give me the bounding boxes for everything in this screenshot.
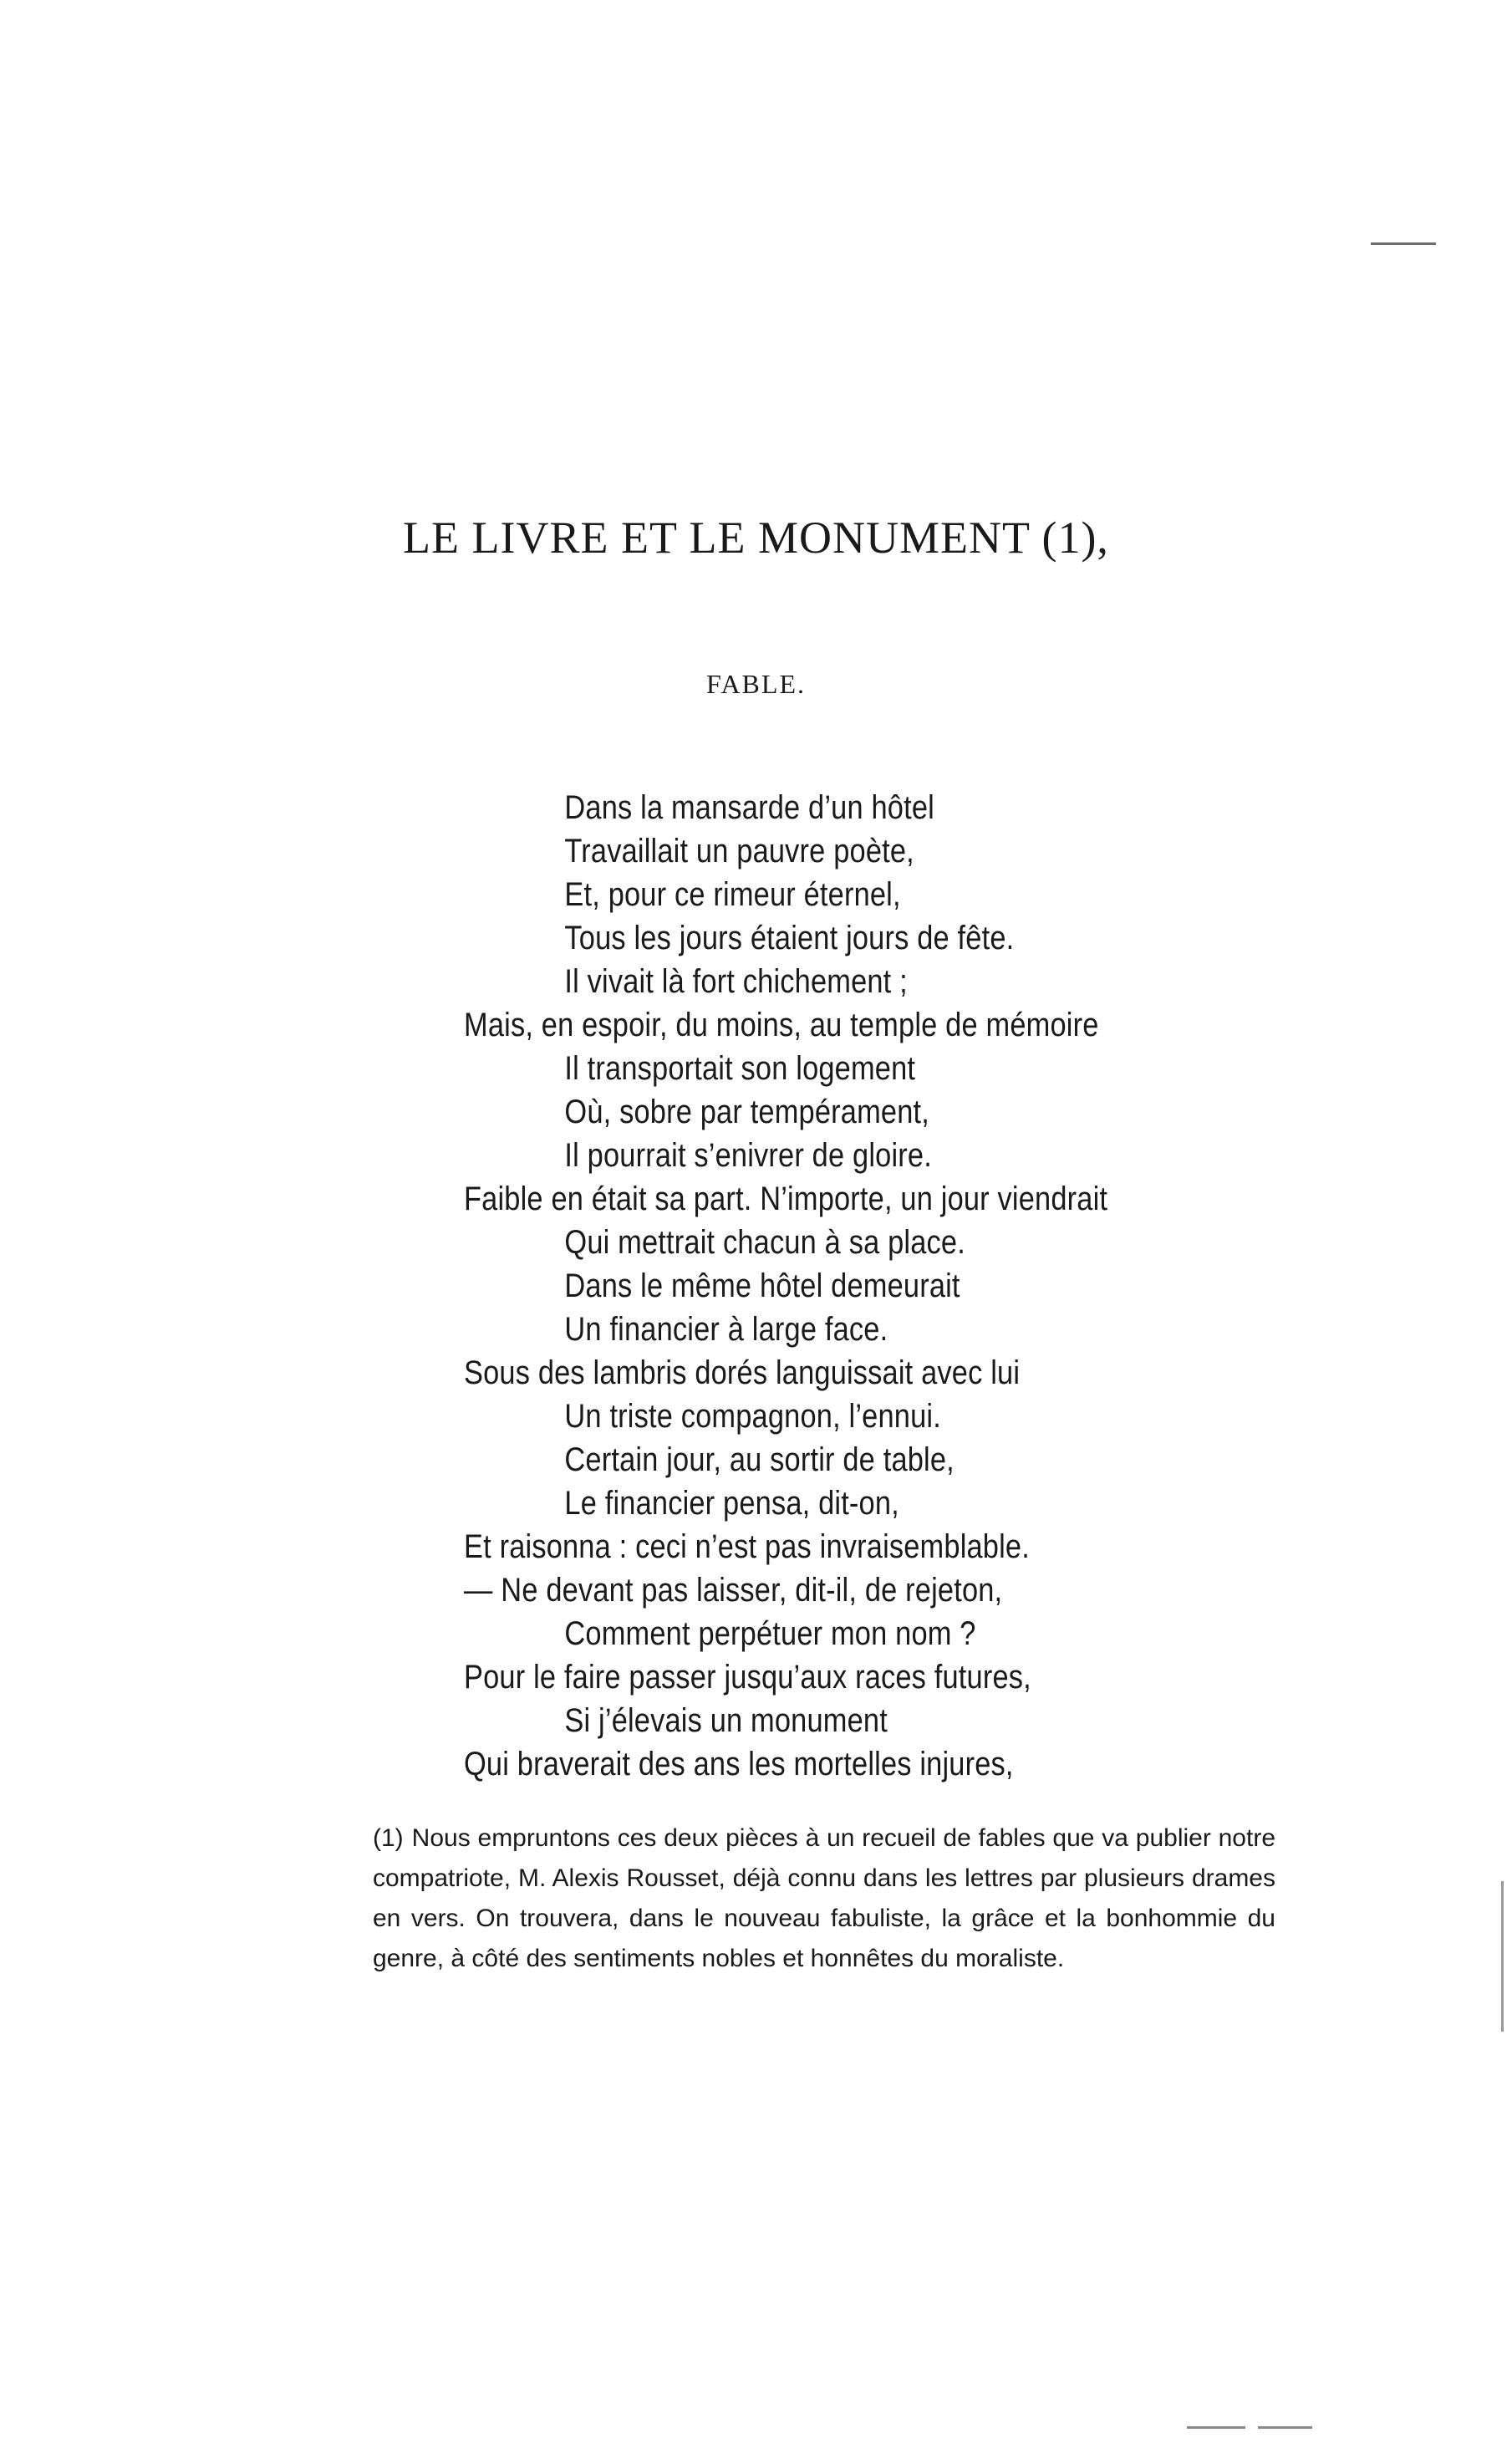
poem-line: Qui braverait des ans les mortelles injures,	[464, 1746, 1014, 1782]
poem-line: Certain jour, au sortir de table,	[564, 1441, 955, 1478]
poem-line: Il pourrait s’enivrer de gloire.	[564, 1137, 932, 1174]
poem-line: Dans la mansarde d’un hôtel	[564, 789, 934, 826]
poem-line: Un financier à large face.	[564, 1311, 888, 1348]
footnote	[373, 1818, 1275, 1979]
footnote-text: Nous empruntons ces deux pièces à un recueil de fables que va publier notre compatriote, M. Alexis Rousset, déjà connu dans les lettres par plusieurs drames en vers. On trouvera, dans le nouveau fabuliste, la grâce et la bonhommie du genre, à côté des sentiments nobles et honnêtes du moraliste.	[373, 1824, 1275, 1972]
poem-line: Où, sobre par tempérament,	[564, 1094, 929, 1130]
poem-line: — Ne devant pas laisser, dit-il, de rejeton,	[464, 1572, 1003, 1609]
poem-line: Et raisonna : ceci n’est pas invraisemblable.	[464, 1528, 1030, 1565]
poem-line: Un triste compagnon, l’ennui.	[564, 1398, 941, 1435]
poem-line: Si j’élevais un monument	[564, 1702, 888, 1739]
poem-line: Sous des lambris dorés languissait avec lui	[464, 1354, 1021, 1391]
page-title: LE LIVRE ET LE MONUMENT (1),	[403, 513, 1109, 563]
poem-line: Dans le même hôtel demeurait	[564, 1267, 960, 1304]
poem-line: Mais, en espoir, du moins, au temple de mémoire	[464, 1007, 1099, 1043]
bottom-rule	[1258, 2426, 1312, 2429]
poem	[464, 786, 1341, 1786]
poem-line: Il transportait son logement	[564, 1050, 916, 1087]
poem-line: Qui mettrait chacun à sa place.	[564, 1224, 965, 1261]
poem-line: Tous les jours étaient jours de fête.	[564, 920, 1015, 956]
poem-line: Pour le faire passer jusqu’aux races futures,	[464, 1659, 1031, 1696]
margin-line	[1501, 1881, 1504, 2032]
poem-line: Travaillait un pauvre poète,	[564, 833, 914, 870]
poem-line: Le financier pensa, dit-on,	[564, 1485, 899, 1522]
poem-line: Faible en était sa part. N’importe, un jour viendrait	[464, 1181, 1108, 1217]
page-subtitle: FABLE.	[706, 669, 806, 699]
poem-line: Comment perpétuer mon nom ?	[564, 1615, 976, 1652]
poem-line: Il vivait là fort chichement ;	[564, 963, 908, 1000]
footnote-mark: (1)	[373, 1824, 404, 1852]
top-rule	[1371, 242, 1436, 245]
poem-line: Et, pour ce rimeur éternel,	[564, 876, 901, 913]
bottom-rule	[1187, 2426, 1245, 2429]
